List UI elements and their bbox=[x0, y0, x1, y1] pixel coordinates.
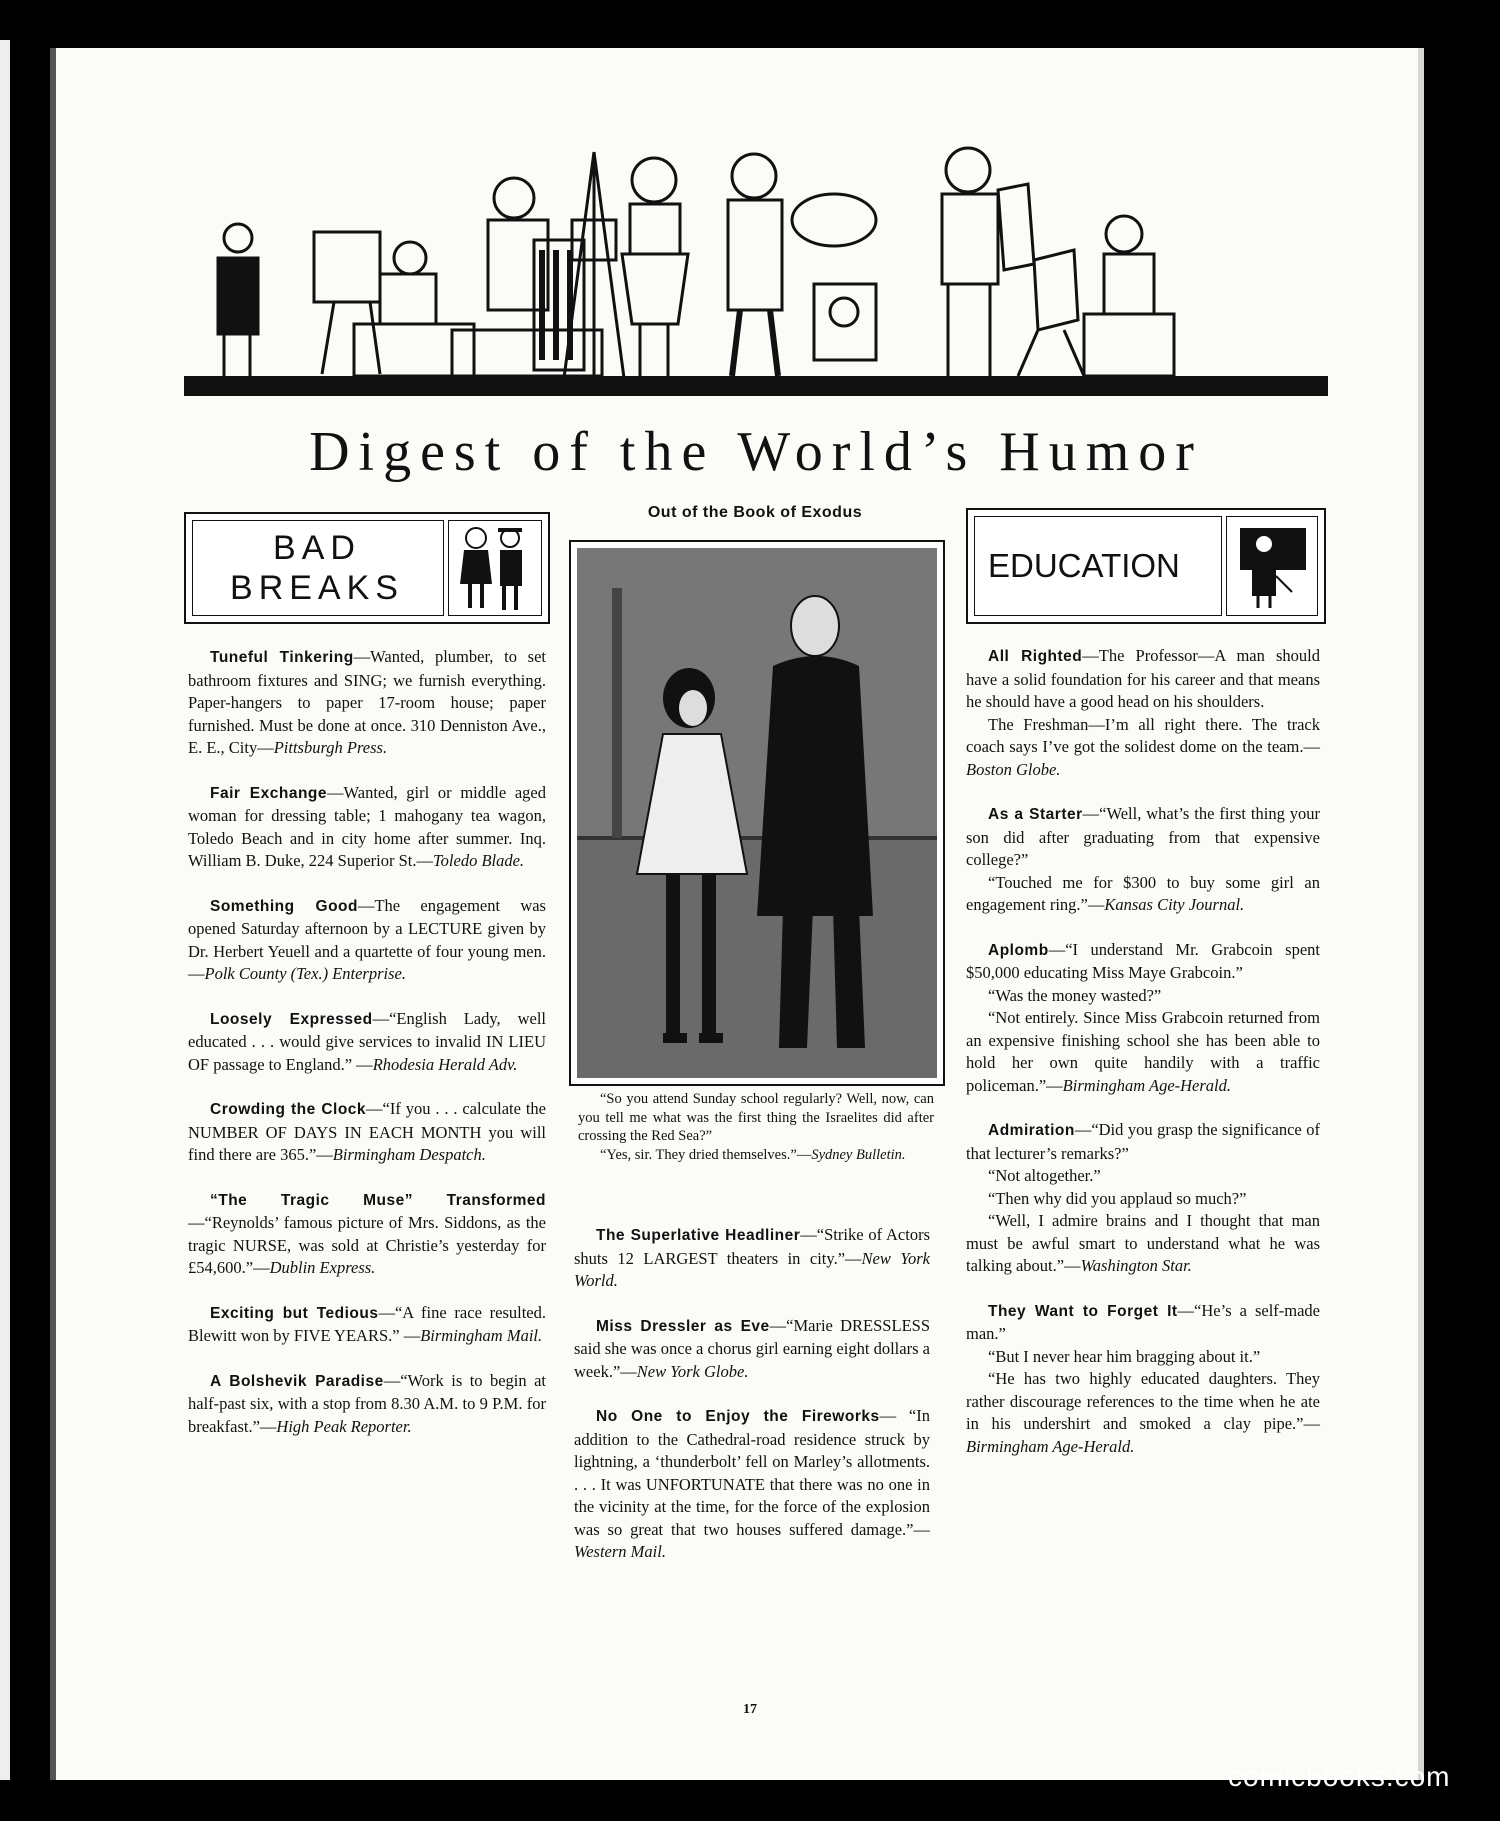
item-paragraph bbox=[188, 895, 546, 986]
item-text: “He has two highly educated daughters. They rather discourage references to the time when he ate in his undershirt and smoked a clay pipe.”— bbox=[966, 1369, 1320, 1433]
item-source: Western Mail. bbox=[574, 1542, 666, 1561]
item-source: Birmingham Age-Herald. bbox=[966, 1436, 1135, 1456]
item-source: Dublin Express. bbox=[269, 1258, 376, 1277]
item-headline: Tuneful Tinkering bbox=[210, 649, 354, 666]
item-paragraph bbox=[966, 939, 1320, 985]
item-paragraph bbox=[966, 1165, 1320, 1188]
item-text: —The engagement was opened Saturday afternoon by a LECTURE given by Dr. Herbert Yeuell and a quartette of four young men.— bbox=[188, 895, 546, 983]
item-paragraph bbox=[188, 782, 546, 873]
education-column bbox=[966, 645, 1320, 1480]
bad-breaks-item bbox=[188, 1370, 546, 1439]
item-paragraph bbox=[188, 1008, 546, 1077]
middle-item bbox=[574, 1405, 930, 1564]
item-text: —“Did you grasp the significance of that lecturer’s remarks?” bbox=[966, 1120, 1320, 1163]
item-headline: Something Good bbox=[210, 897, 358, 915]
page-edge-right bbox=[1418, 48, 1424, 1780]
bad-breaks-column bbox=[188, 646, 546, 1460]
item-text: “Then why did you applaud so much?” bbox=[988, 1188, 1247, 1208]
item-text: “Not entirely. Since Miss Grabcoin returned from an expensive finishing school she has been able to hold her own quite handily with a traffic policeman.”— bbox=[966, 1008, 1320, 1095]
item-text: —“Reynolds’ famous picture of Mrs. Siddons, as the tragic NURSE, was sold at Christie’s yesterday for £54,600.”— bbox=[188, 1213, 546, 1277]
item-headline: As a Starter bbox=[988, 806, 1083, 823]
item-headline: No One to Enjoy the Fireworks bbox=[596, 1408, 880, 1425]
artists-banner-illustration bbox=[184, 140, 1328, 402]
bad-breaks-item bbox=[188, 1189, 546, 1280]
bad-breaks-item bbox=[188, 1098, 546, 1167]
item-source: High Peak Reporter. bbox=[276, 1416, 412, 1436]
item-source: Kansas City Journal. bbox=[1104, 895, 1245, 914]
item-paragraph bbox=[966, 985, 1320, 1008]
item-text: “Touched me for $300 to buy some girl an engagement ring.”— bbox=[966, 872, 1320, 914]
item-text: “Was the money wasted?” bbox=[988, 985, 1162, 1005]
item-text: —“Strike of Actors shuts 12 LARGEST theaters in city.”— bbox=[574, 1225, 930, 1268]
item-text: —“Well, what’s the first thing your son did after graduating from that expensive college?” bbox=[966, 804, 1320, 869]
item-source: Rhodesia Herald Adv. bbox=[372, 1054, 518, 1074]
item-source: Washington Star. bbox=[1080, 1256, 1192, 1275]
item-text: —The Professor—A man should have a solid foundation for his career and that means he should have a good head on his shoulders. bbox=[966, 646, 1320, 711]
item-text: — “In addition to the Cathedral-road residence struck by lightning, a ‘thunderbolt’ fell on Marley’s allotments. . . . It was UNFORTUNATE that there was no one in the vicinity at the time, for the force of the explosion was so great that two houses suffered damage.”— bbox=[574, 1406, 930, 1539]
item-headline: Loosely Expressed bbox=[210, 1010, 373, 1028]
item-paragraph bbox=[188, 646, 546, 760]
item-paragraph bbox=[188, 1098, 546, 1167]
page-title: Digest of the World’s Humor bbox=[309, 421, 1203, 483]
item-text: “Well, I admire brains and I thought that man must be awful smart to understand what he was talking about.”— bbox=[966, 1211, 1320, 1275]
item-paragraph bbox=[966, 1007, 1320, 1097]
item-text: “Not altogether.” bbox=[988, 1166, 1101, 1185]
item-text: —“Marie DRESSLESS said she was once a chorus girl earning eight dollars a week.”— bbox=[574, 1315, 930, 1381]
education-item bbox=[966, 803, 1320, 917]
item-paragraph bbox=[966, 645, 1320, 714]
item-paragraph bbox=[574, 1224, 930, 1293]
bad-breaks-item bbox=[188, 895, 546, 986]
item-source: Toledo Blade. bbox=[433, 851, 525, 870]
item-headline: Admiration bbox=[988, 1122, 1075, 1139]
item-source: Boston Globe. bbox=[966, 759, 1061, 779]
education-header-box bbox=[966, 508, 1326, 624]
item-source: Birmingham Despatch. bbox=[332, 1145, 486, 1164]
item-headline: Miss Dressler as Eve bbox=[596, 1317, 770, 1335]
education-item bbox=[966, 1300, 1320, 1459]
item-text: —Wanted, plumber, to set bathroom fixtures and SING; we furnish everything. Paper-hangers to paper 17-room house; paper furnished. Must be done at once. 310 Denniston Ave., E. E., City— bbox=[188, 647, 546, 757]
item-paragraph bbox=[966, 803, 1320, 872]
item-paragraph bbox=[188, 1189, 546, 1280]
item-headline: Crowding the Clock bbox=[210, 1101, 367, 1118]
item-paragraph bbox=[966, 1119, 1320, 1165]
teacher-blackboard-icon bbox=[1230, 520, 1314, 610]
item-paragraph bbox=[188, 1370, 546, 1439]
bad-breaks-item bbox=[188, 646, 546, 760]
watermark: comicbooks.com bbox=[1228, 1761, 1451, 1792]
item-text: The Freshman—I’m all right there. The track coach says I’ve got the solidest dome on the team.— bbox=[966, 714, 1320, 756]
item-text: —“I understand Mr. Grabcoin spent $50,000 educating Miss Maye Grabcoin.” bbox=[966, 939, 1320, 982]
exodus-caption-question: “So you attend Sunday school regularly? Well, now, can you tell me what was the first thing the Israelites did after crossing the Red Sea?” bbox=[578, 1091, 934, 1144]
education-item bbox=[966, 1119, 1320, 1278]
education-item bbox=[966, 939, 1320, 1098]
item-source: New York Globe. bbox=[636, 1361, 749, 1381]
middle-item bbox=[574, 1224, 930, 1293]
item-headline: The Superlative Headliner bbox=[596, 1227, 801, 1244]
item-source: Polk County (Tex.) Enterprise. bbox=[204, 964, 406, 983]
item-headline: Fair Exchange bbox=[210, 784, 328, 802]
exodus-title: Out of the Book of Exodus bbox=[647, 504, 863, 521]
item-headline: All Righted bbox=[988, 648, 1083, 665]
item-text: —“A fine race resulted. Blewitt won by FIVE YEARS.” — bbox=[188, 1302, 546, 1345]
middle-item bbox=[574, 1315, 930, 1384]
item-paragraph bbox=[966, 714, 1320, 782]
bad-breaks-item bbox=[188, 1302, 546, 1348]
exodus-caption-answer: “Yes, sir. They dried themselves.”—Sydney Bulletin. bbox=[600, 1146, 906, 1163]
left-page-edge bbox=[0, 40, 10, 1780]
item-headline: “The Tragic Muse” Transformed bbox=[210, 1191, 546, 1209]
item-text: —“If you . . . calculate the NUMBER OF DAYS IN EACH MONTH you will find there are 365.”— bbox=[188, 1099, 546, 1164]
couple-vignette-icon bbox=[454, 524, 534, 612]
education-item bbox=[966, 645, 1320, 781]
item-source: Pittsburgh Press. bbox=[273, 738, 388, 757]
item-paragraph bbox=[574, 1405, 930, 1564]
item-paragraph bbox=[966, 1210, 1320, 1278]
item-source: Birmingham Age-Herald. bbox=[1062, 1075, 1232, 1095]
item-text: —“He’s a self-made man.” bbox=[966, 1300, 1320, 1343]
education-title: EDUCATION bbox=[988, 547, 1180, 584]
page-number: 17 bbox=[743, 1702, 757, 1717]
item-text: —“English Lady, well educated . . . would give services to invalid IN LIEU OF passage to England.” — bbox=[188, 1008, 546, 1074]
middle-column bbox=[574, 1224, 930, 1586]
item-source: Birmingham Mail. bbox=[420, 1326, 543, 1345]
bad-breaks-header-box bbox=[184, 512, 550, 624]
item-text: “But I never hear him bragging about it.” bbox=[988, 1346, 1261, 1366]
exodus-caption bbox=[578, 1090, 934, 1164]
bad-breaks-title-line1: BAD bbox=[273, 529, 361, 567]
item-text: —“Work is to begin at half-past six, with a stop from 8.30 A.M. to 9 P.M. for breakfast.”— bbox=[188, 1370, 546, 1436]
item-headline: Aplomb bbox=[988, 941, 1049, 959]
item-headline: They Want to Forget It bbox=[988, 1302, 1178, 1320]
bad-breaks-item bbox=[188, 782, 546, 873]
item-paragraph bbox=[966, 1188, 1320, 1211]
item-paragraph bbox=[966, 872, 1320, 917]
item-text: —Wanted, girl or middle aged woman for dressing table; 1 mahogany tea wagon, Toledo Beach and in city home after summer. Inq. William B. Duke, 224 Superior St.— bbox=[188, 782, 546, 870]
item-paragraph bbox=[966, 1300, 1320, 1346]
item-headline: A Bolshevik Paradise bbox=[210, 1372, 384, 1390]
item-paragraph bbox=[966, 1346, 1320, 1369]
item-paragraph bbox=[966, 1368, 1320, 1458]
bad-breaks-item bbox=[188, 1008, 546, 1077]
bad-breaks-title-line2: BREAKS bbox=[230, 569, 404, 607]
item-source: New York World. bbox=[574, 1248, 930, 1290]
item-headline: Exciting but Tedious bbox=[210, 1304, 379, 1322]
item-paragraph bbox=[574, 1315, 930, 1384]
item-paragraph bbox=[188, 1302, 546, 1348]
exodus-illustration bbox=[569, 540, 945, 1086]
